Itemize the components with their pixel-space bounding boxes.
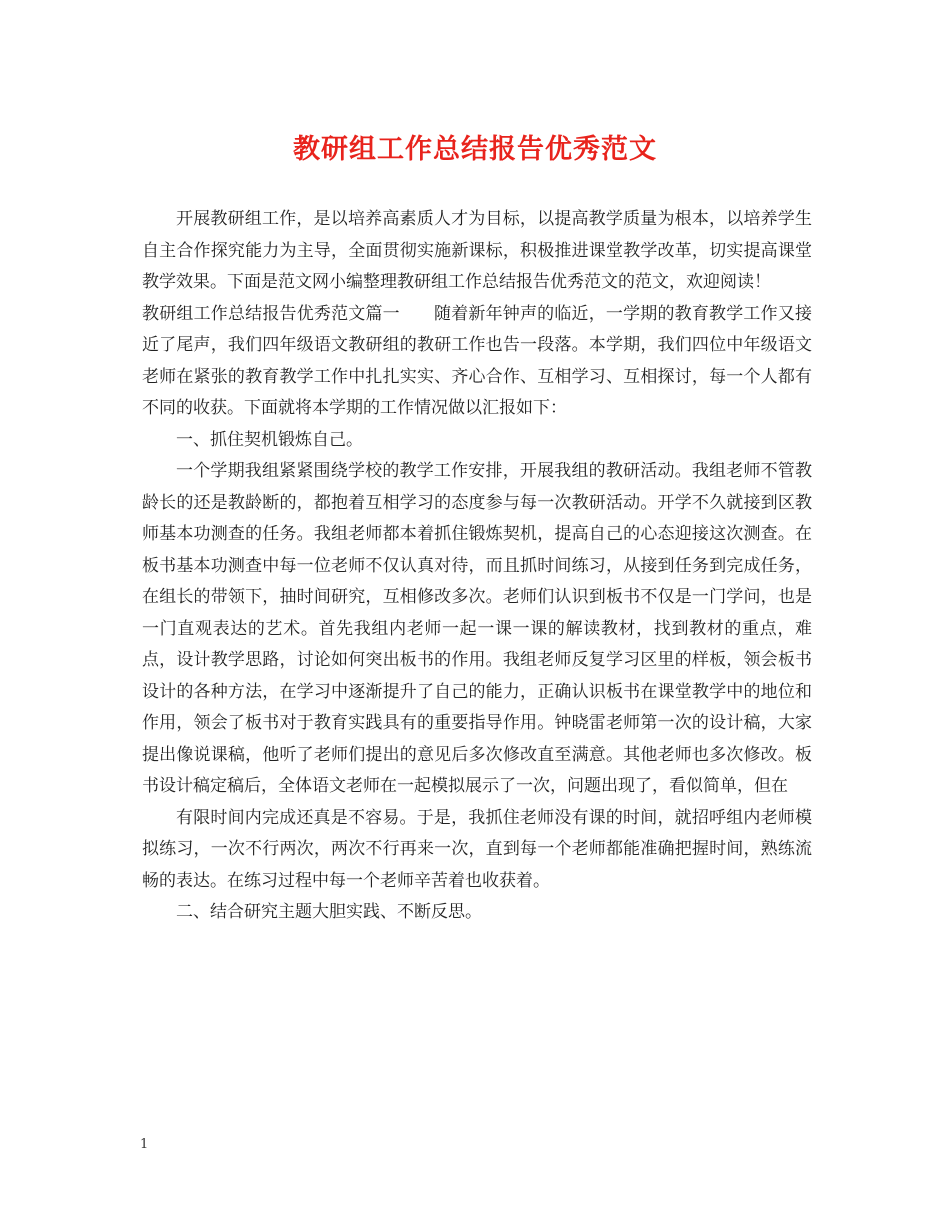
paragraph-intro: 开展教研组工作，是以培养高素质人才为目标，以提高教学质量为根本，以培养学生自主合作探究能力为主导，全面贯彻实施新课标，积极推进课堂教学改革，切实提高课堂教学效果。下面是范文网小编整理教研组工作总结报告优秀范文的范文，欢迎阅读！ [142, 209, 812, 292]
paragraph-section-one-text: 随着新年钟声的临近，一学期的教育教学工作又接近了尾声，我们四年级语文教研组的教研工作也告一段落。本学期，我们四位中年级语文老师在紧张的教育教学工作中扎扎实实、齐心合作、互相学习、互相探讨，每一个人都有不同的收获。下面就将本学期的工作情况做以汇报如下： [142, 303, 813, 418]
paragraph-section-one [142, 299, 812, 425]
document-title: 教研组工作总结报告优秀范文 [293, 134, 657, 165]
document-body [142, 204, 812, 929]
heading-seize-opportunity: 一、抓住契机锻炼自己。 [176, 429, 363, 450]
paragraph-board-writing: 一个学期我组紧紧围绕学校的教学工作安排，开展我组的教研活动。我组老师不管教龄长的还是教龄断的，都抱着互相学习的态度参与每一次教研活动。开学不久就接到区教师基本功测查的任务。我组老师都本着抓住锻炼契机，提高自己的心态迎接这次测查。在板书基本功测查中每一位老师不仅认真对待，而且抓时间练习，从接到任务到完成任务，在组长的带领下，抽时间研究，互相修改多次。老师们认识到板书不仅是一门学问，也是一门直观表达的艺术。首先我组内老师一起一课一课的解读教材，找到教材的重点，难点，设计教学思路，讨论如何突出板书的作用。我组老师反复学习区里的样板，领会板书设计的各种方法，在学习中逐渐提升了自己的能力，正确认识板书在课堂教学中的地位和作用，领会了板书对于教育实践具有的重要指导作用。钟晓雷老师第一次的设计稿，大家提出像说课稿，他听了老师们提出的意见后多次修改直至满意。其他老师也多次修改。板书设计稿定稿后，全体语文老师在一起模拟展示了一次，问题出现了，看似简单，但在 [142, 461, 812, 796]
heading-research-practice: 二、结合研究主题大胆实践、不断反思。 [176, 902, 482, 922]
paragraph-practice: 有限时间内完成还真是不容易。于是，我抓住老师没有课的时间，就招呼组内老师模拟练习，一次不行两次，两次不行再来一次，直到每一个老师都能准确把握时间，熟练流畅的表达。在练习过程中每一个老师辛苦着也收获着。 [142, 807, 812, 891]
article-lead-heading: 教研组工作总结报告优秀范文篇一 [142, 303, 400, 324]
page-number: 1 [140, 1137, 149, 1152]
